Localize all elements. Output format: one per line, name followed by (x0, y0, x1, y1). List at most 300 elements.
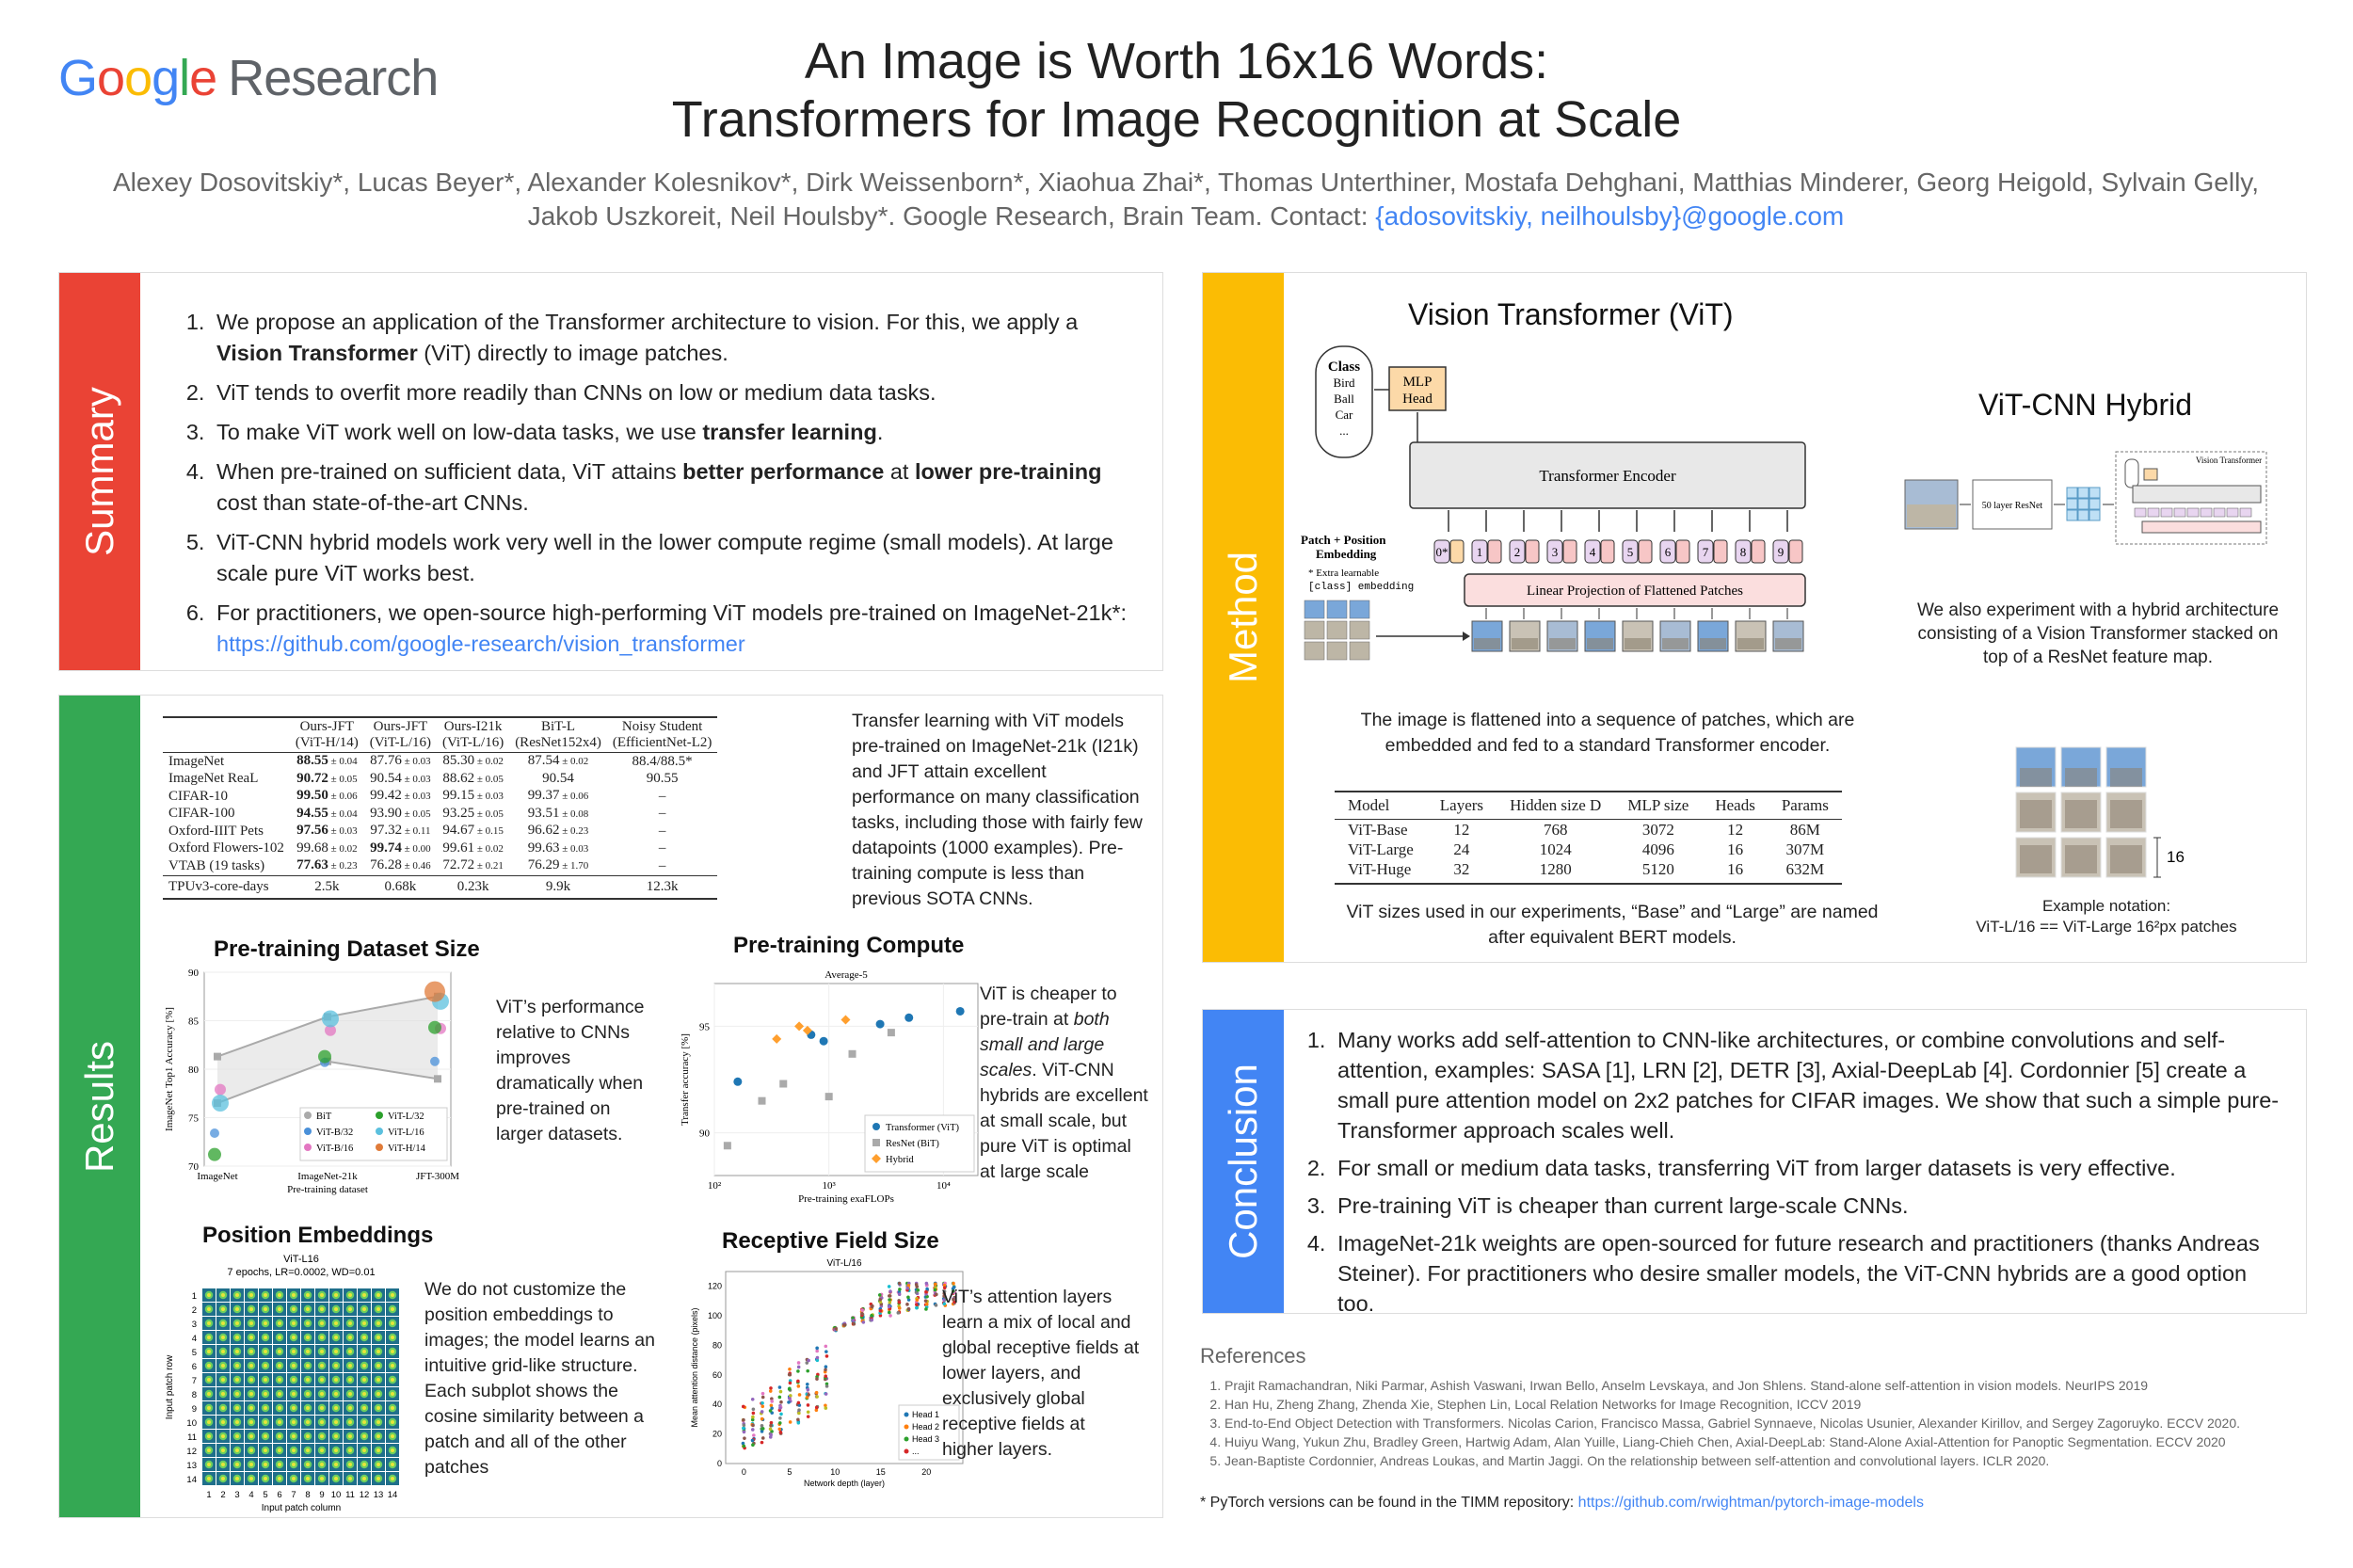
heatmap-center (320, 1336, 324, 1339)
attention-head-point (761, 1392, 765, 1396)
vit-point (210, 1128, 219, 1138)
dataset-name: CIFAR-100 (168, 806, 235, 821)
table-cell (364, 857, 437, 875)
cell-value: 85.30 (442, 753, 475, 768)
title-line-2: Transformers for Image Recognition at Scale (671, 91, 1682, 148)
size-cell: ViT-Base (1348, 821, 1408, 839)
heatmap-center (278, 1350, 281, 1353)
table-cell (437, 857, 509, 875)
summary-text: cost than state-of-the-art CNNs. (216, 490, 529, 515)
poster-title (471, 32, 1882, 149)
heatmap-center (348, 1307, 352, 1311)
size-row (1335, 840, 1842, 859)
legend-marker (904, 1413, 909, 1417)
example-patch-building (2110, 845, 2142, 873)
legend-label: Head 3 (912, 1434, 940, 1444)
table-row (163, 857, 717, 875)
heatmap-center (320, 1307, 324, 1311)
x-axis-label: Input patch column (261, 1503, 342, 1513)
heatmap-center (391, 1378, 394, 1382)
vit-point (424, 982, 445, 1002)
attention-head-point (742, 1405, 745, 1409)
bit-point (214, 1053, 221, 1061)
size-cell: 32 (1427, 859, 1497, 884)
google-wordmark (58, 50, 216, 106)
attention-head-point (807, 1393, 810, 1397)
heatmap-center (348, 1434, 352, 1438)
heatmap-center (249, 1350, 253, 1353)
heatmap-center (306, 1307, 310, 1311)
patch-embedding-token (1488, 540, 1501, 563)
legend-label: ViT-H/14 (388, 1144, 425, 1154)
attention-head-point (815, 1350, 819, 1353)
heatmap-center (348, 1336, 352, 1339)
heatmap-center (306, 1420, 310, 1424)
attention-head-point (752, 1407, 756, 1411)
x-tick-label: 9 (319, 1490, 325, 1500)
heatmap-center (391, 1364, 394, 1368)
heatmap-center (362, 1364, 366, 1368)
y-tick-label: 6 (191, 1362, 197, 1372)
summary-item (211, 307, 1143, 369)
header-line: Ours-I21k (443, 719, 503, 734)
class-label: ... (1339, 424, 1349, 438)
attention-head-point (915, 1283, 919, 1287)
heatmap-center (221, 1406, 225, 1410)
results-label: Results (77, 1040, 121, 1173)
x-tick-label: 0 (741, 1467, 746, 1477)
table-cell (509, 771, 607, 789)
heatmap-center (221, 1392, 225, 1396)
heatmap-center (362, 1463, 366, 1466)
size-cell: 3072 (1641, 821, 1674, 839)
attention-head-point (860, 1308, 864, 1312)
table-cell (607, 857, 718, 875)
table-cell (607, 823, 718, 840)
heatmap-center (249, 1463, 253, 1466)
heatmap-center (292, 1293, 296, 1297)
contact-email-link[interactable]: {adosovitskiy, neilhoulsby}@google.com (1375, 201, 1845, 231)
attention-head-point (934, 1283, 937, 1287)
x-tick-label: 8 (305, 1490, 311, 1500)
source-image-patch (1327, 600, 1347, 618)
patch-embedding-token (1789, 540, 1802, 563)
heatmap-center (207, 1392, 211, 1396)
heatmap-center (306, 1434, 310, 1438)
position-index: 0* (1435, 545, 1449, 559)
arrowhead (1463, 632, 1470, 641)
heatmap-center (306, 1477, 310, 1480)
heatmap-center (348, 1448, 352, 1452)
table-cell (290, 823, 364, 840)
heatmap-center (320, 1477, 324, 1480)
position-index: 4 (1589, 545, 1596, 559)
references-list (1200, 1376, 2311, 1470)
size-cell: ViT-Large (1348, 840, 1414, 858)
compute-caption-part2: . ViT-CNN hybrids are excellent at small scale, but pure ViT is optimal at large scale (980, 1060, 1148, 1182)
heatmap-center (348, 1420, 352, 1424)
research-wordmark: Research (228, 50, 439, 106)
table-cell (509, 806, 607, 824)
google-letter: g (152, 50, 180, 106)
attention-head-point (761, 1436, 765, 1440)
attention-head-point (824, 1368, 827, 1372)
cell-value: 76.28 (370, 857, 402, 872)
heatmap-center (348, 1350, 352, 1353)
encoder-box (2133, 486, 2261, 503)
y-axis-label: Input patch row (165, 1354, 175, 1420)
legend-marker (872, 1139, 880, 1146)
google-letter: e (189, 50, 217, 106)
attention-head-point (898, 1301, 902, 1304)
summary-bold: lower pre-training (914, 459, 1102, 484)
heatmap-center (306, 1448, 310, 1452)
vit-point (318, 1050, 331, 1064)
heatmap-center (249, 1364, 253, 1368)
table-row (163, 840, 717, 858)
image-patch-building (1587, 638, 1613, 649)
cell-value: 87.76 (370, 753, 402, 768)
patch-embedding-token (1752, 540, 1765, 563)
heatmap-center (376, 1293, 380, 1297)
table-cell (290, 806, 364, 824)
attention-head-point (935, 1293, 938, 1297)
y-tick-label: 5 (191, 1348, 197, 1358)
y-tick-label: 11 (187, 1432, 197, 1443)
heatmap-center (376, 1364, 380, 1368)
heatmap-center (320, 1350, 324, 1353)
heatmap-center (348, 1406, 352, 1410)
x-tick-label: 15 (875, 1467, 886, 1477)
x-tick-label: 5 (263, 1490, 268, 1500)
heatmap-center (362, 1406, 366, 1410)
attention-head-point (761, 1427, 765, 1431)
y-tick-label: 12 (186, 1447, 197, 1457)
patch-grid-example (2012, 744, 2201, 894)
heatmap-center (249, 1392, 253, 1396)
image-patch-building (1775, 638, 1801, 649)
attention-head-point (751, 1443, 755, 1447)
heatmap-center (278, 1463, 281, 1466)
attention-head-point (807, 1415, 810, 1418)
header-line: (EfficientNet-L2) (612, 735, 712, 750)
cost-cell: 9.9k (509, 875, 607, 899)
cell-value: 96.62 (527, 823, 560, 838)
cost-row (163, 875, 717, 899)
feature-map-cell (2067, 499, 2077, 509)
conclusion-band (1203, 1010, 1284, 1313)
attention-head-point (770, 1403, 774, 1407)
summary-band (59, 273, 140, 670)
patch-embedding-token (1563, 540, 1577, 563)
projection-box (2142, 521, 2261, 533)
attention-head-point (769, 1427, 773, 1431)
heatmap-center (334, 1420, 338, 1424)
heatmap-center (362, 1321, 366, 1325)
references-title: References (1200, 1344, 1306, 1368)
token (2201, 508, 2212, 517)
y-tick-label: 10 (186, 1418, 197, 1429)
bit-point (849, 1050, 856, 1058)
heatmap-center (334, 1477, 338, 1480)
attention-head-point (742, 1418, 745, 1422)
table-cell (509, 857, 607, 875)
heatmap-center (292, 1477, 296, 1480)
cell-value: – (658, 788, 666, 804)
heatmap-center (264, 1378, 267, 1382)
size-header: MLP size (1614, 792, 1702, 820)
table-cell (437, 823, 509, 840)
patch-embedding-token (1676, 540, 1689, 563)
attention-head-point (760, 1404, 764, 1408)
summary-text: To make ViT work well on low-data tasks, we use (216, 420, 703, 444)
heatmap-center (320, 1293, 324, 1297)
x-tick-label: JFT-300M (415, 1171, 460, 1182)
attention-head-point (815, 1377, 819, 1381)
attention-head-point (825, 1384, 829, 1388)
attention-head-point (778, 1421, 782, 1425)
bit-point (724, 1142, 731, 1149)
header-line: (ResNet152x4) (515, 735, 601, 750)
cost-cell: 0.23k (437, 875, 509, 899)
heatmap-center (348, 1477, 352, 1480)
attention-head-point (915, 1303, 919, 1306)
legend-label: Head 1 (912, 1410, 940, 1419)
heatmap-center (320, 1378, 324, 1382)
heatmap-center (391, 1321, 394, 1325)
cell-value: 97.32 (370, 823, 403, 838)
heatmap-center (207, 1321, 211, 1325)
y-tick-label: 80 (188, 1064, 199, 1076)
attention-head-point (907, 1307, 911, 1311)
attention-head-point (852, 1319, 856, 1322)
y-tick-label: 4 (191, 1334, 197, 1344)
table-cell (290, 788, 364, 806)
attention-head-point (796, 1418, 800, 1422)
legend-label: Transformer (ViT) (886, 1123, 960, 1133)
heatmap-center (278, 1378, 281, 1382)
heatmap-center (391, 1406, 394, 1410)
token (2135, 508, 2146, 517)
attention-head-point (788, 1387, 792, 1391)
size-cell: 5120 (1614, 859, 1702, 884)
position-index: 2 (1513, 545, 1521, 559)
heatmap-center (207, 1307, 211, 1311)
cell-value: 87.54 (527, 753, 560, 768)
table-cell (509, 823, 607, 840)
vit-architecture-diagram (1297, 339, 1881, 659)
example-patch-building (2110, 800, 2142, 828)
heatmap-center (278, 1448, 281, 1452)
table-cell (290, 771, 364, 789)
heatmap-center (334, 1350, 338, 1353)
heatmap-center (235, 1364, 239, 1368)
heatmap-center (292, 1434, 296, 1438)
table-cell (607, 788, 718, 806)
patch-embedding-token (1450, 540, 1464, 563)
heatmap-center (391, 1307, 394, 1311)
y-tick-label: 100 (707, 1311, 722, 1321)
x-tick-label: 13 (373, 1490, 384, 1500)
table-cell (437, 806, 509, 824)
y-tick-label: 9 (191, 1404, 197, 1415)
heatmap-center (306, 1364, 310, 1368)
attention-head-point (925, 1282, 929, 1286)
heatmap-center (391, 1293, 394, 1297)
summary-text: (ViT) directly to image patches. (417, 341, 728, 365)
heatmap-center (376, 1307, 380, 1311)
heatmap-center (264, 1364, 267, 1368)
results-band (59, 696, 140, 1517)
x-tick-label: 4 (248, 1490, 254, 1500)
cell-std: ± 0.02 (474, 842, 504, 855)
heatmap-center (306, 1406, 310, 1410)
x-tick-label: 10 (330, 1490, 342, 1500)
summary-text: ViT tends to overfit more readily than CNNs on low or medium data tasks. (216, 380, 936, 405)
x-tick-label: 1 (206, 1490, 212, 1500)
attention-head-point (905, 1303, 909, 1306)
table-cell (509, 788, 607, 806)
legend-marker (376, 1144, 383, 1151)
cell-std: ± 0.05 (474, 773, 504, 785)
cell-std: ± 0.02 (559, 756, 589, 767)
attention-head-point (888, 1314, 892, 1318)
table-header (437, 717, 509, 753)
table-cell (509, 840, 607, 858)
table-cell (437, 840, 509, 858)
heatmap-center (278, 1293, 281, 1297)
cell-std: ± 0.04 (328, 756, 358, 767)
heatmap-center (264, 1293, 267, 1297)
heatmap-center (264, 1350, 267, 1353)
heatmap-center (249, 1307, 253, 1311)
vit-sizes-table (1335, 791, 1842, 885)
heatmap-center (235, 1406, 239, 1410)
y-tick-label: 0 (716, 1459, 722, 1468)
heatmap-center (334, 1336, 338, 1339)
table-header-row (163, 717, 717, 753)
extra-learnable-note: [class] embedding (1308, 582, 1415, 593)
heatmap-center (334, 1392, 338, 1396)
attention-head-point (751, 1428, 755, 1432)
attention-head-point (825, 1354, 829, 1358)
heatmap-center (320, 1420, 324, 1424)
summary-list (211, 307, 1143, 668)
heatmap-center (306, 1463, 310, 1466)
cell-value: 72.72 (442, 857, 475, 872)
example-patch-building (2065, 800, 2097, 828)
legend-marker (872, 1123, 880, 1130)
results-panel (58, 695, 1163, 1518)
heatmap-center (376, 1336, 380, 1339)
example-patch-building (2020, 845, 2052, 873)
table-cell (290, 753, 364, 771)
heatmap-center (249, 1448, 253, 1452)
x-tick-label: 2 (220, 1490, 226, 1500)
dataset-name: VTAB (19 tasks) (168, 857, 265, 873)
token (2240, 508, 2251, 517)
conclusion-panel (1202, 1009, 2307, 1314)
attention-head-point (935, 1304, 938, 1307)
cell-std: ± 0.03 (401, 773, 431, 785)
heatmap-center (207, 1420, 211, 1424)
attention-head-point (769, 1433, 773, 1437)
position-index: 8 (1739, 545, 1747, 559)
heatmap-center (348, 1392, 352, 1396)
google-research-logo (58, 49, 438, 107)
legend-label: ResNet (BiT) (886, 1139, 939, 1149)
attention-head-point (796, 1380, 800, 1384)
heatmap-center (362, 1392, 366, 1396)
attention-head-point (815, 1391, 819, 1395)
summary-item (211, 377, 1143, 408)
attention-head-point (871, 1305, 874, 1309)
size-header: Model (1335, 792, 1427, 820)
heatmap-center (292, 1463, 296, 1466)
attention-head-point (924, 1299, 928, 1303)
heatmap-center (320, 1392, 324, 1396)
attention-head-point (862, 1320, 866, 1324)
attention-head-point (789, 1382, 792, 1385)
cell-value: – (658, 857, 666, 873)
table-header (163, 717, 290, 753)
heatmap-center (249, 1336, 253, 1339)
reference-item: 4. Huiyu Wang, Yukun Zhu, Bradley Green, Hartwig Adam, Alan Yuille, Liang-Chieh Chen, Axial-DeepLab: Stand-Alone Axial-Attention for Panoptic Segmentation. ECCV 2020 (1225, 1432, 2311, 1451)
cell-value: 94.67 (442, 823, 475, 838)
heatmap-center (235, 1321, 239, 1325)
heatmap-center (221, 1364, 225, 1368)
heatmap-center (320, 1434, 324, 1438)
vit-point (215, 1084, 226, 1096)
attention-head-point (797, 1361, 801, 1365)
method-label: Method (1221, 551, 1265, 684)
heatmap-center (235, 1336, 239, 1339)
timm-repo-link[interactable]: https://github.com/rwightman/pytorch-image-models (1577, 1495, 1924, 1511)
size-header: Layers (1427, 792, 1497, 820)
vision-transformer-repo-link[interactable]: https://github.com/google-research/vision_transformer (216, 632, 745, 656)
example-patch-building (2065, 845, 2097, 873)
heatmap-center (207, 1364, 211, 1368)
cost-cell: 2.5k (290, 875, 364, 899)
x-tick-label: 20 (921, 1467, 932, 1477)
notation-line-1: Example notation: (2041, 897, 2171, 915)
attention-head-point (779, 1400, 783, 1404)
source-image-patch (1327, 642, 1347, 660)
patch-position-label: Patch + Position (1301, 533, 1386, 547)
bit-point (779, 1080, 787, 1088)
cell-value: 77.63 (296, 857, 328, 872)
cell-std: ± 0.00 (401, 842, 431, 855)
conclusion-item: 4. ImageNet-21k weights are open-sourced for future research and practitioners (thanks Andreas Steiner). For practitioners who desire smaller models, the ViT-CNN hybrids are a good option too. (1332, 1228, 2282, 1319)
dataset-size-title: Pre-training Dataset Size (214, 936, 480, 962)
vit-point (876, 1020, 885, 1029)
vit-point (428, 1021, 441, 1034)
heatmap-center (306, 1321, 310, 1325)
attention-head-point (761, 1396, 765, 1400)
attention-head-point (743, 1431, 746, 1434)
attention-head-point (742, 1445, 745, 1448)
legend-label: BiT (316, 1112, 332, 1122)
heatmap-center (348, 1364, 352, 1368)
heatmap-center (207, 1434, 211, 1438)
heatmap-center (376, 1350, 380, 1353)
cell-value: 88.62 (442, 770, 475, 786)
attention-head-point (760, 1424, 764, 1428)
heatmap-center (391, 1463, 394, 1466)
table-header (364, 717, 437, 753)
vit-point (430, 1057, 440, 1066)
attention-head-point (878, 1293, 882, 1297)
